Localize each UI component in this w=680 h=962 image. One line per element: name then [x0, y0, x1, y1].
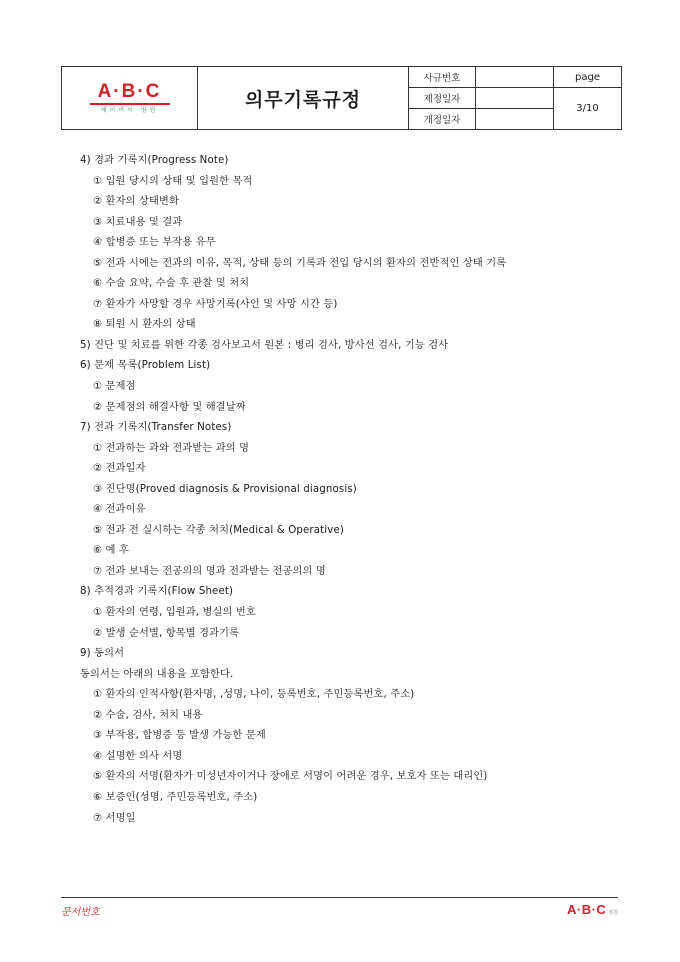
list-sub-item: ④ 전과이유	[93, 504, 146, 516]
document-title: 의무기록규정	[198, 67, 409, 130]
revision-date-label: 개정일자	[409, 109, 476, 130]
regulation-number-label: 사규번호	[409, 67, 476, 88]
document-number-label: 문서번호	[61, 907, 100, 918]
list-sub-item: ② 발생 순서별, 항목별 경과기록	[93, 627, 240, 639]
list-item: 6) 문제 목록(Problem List)	[80, 360, 211, 372]
revision-date-value	[476, 109, 554, 130]
list-sub-item: ⑤ 전과 전 실시하는 각종 처치(Medical & Operative)	[93, 524, 344, 536]
list-item: 9) 동의서	[80, 648, 125, 660]
list-item: 4) 경과 기록지(Progress Note)	[80, 155, 229, 166]
list-sub-item: ⑦ 환자가 사망할 경우 사망기록(사인 및 사망 시간 등)	[93, 298, 338, 310]
footer-logo-subtitle: 병원	[608, 910, 618, 916]
list-sub-item: ② 전과일자	[93, 463, 146, 475]
list-sub-item: ① 환자의 인적사항(환자명, ,성명, 나이, 등록번호, 주민등록번호, 주소)	[93, 689, 415, 701]
list-sub-item: ③ 진단명(Proved diagnosis & Provisional diagnosis)	[93, 483, 357, 495]
list-sub-item: ③ 치료내용 및 결과	[93, 216, 183, 228]
list-sub-item: ② 문제점의 해결사항 및 해결날짜	[93, 401, 246, 413]
list-sub-item: ⑥ 보증인(성명, 주민등록번호, 주소)	[93, 791, 258, 803]
logo-cell	[62, 67, 198, 130]
list-sub-item: ④ 합병증 또는 부작용 유무	[93, 237, 216, 249]
list-sub-item: ⑦ 서명일	[93, 812, 136, 824]
document-body	[80, 151, 620, 829]
footer-logo: A·B·C	[567, 902, 607, 917]
list-sub-item: ⑥ 수술 요약, 수술 후 관찰 및 처치	[93, 278, 250, 290]
footer-divider	[61, 897, 618, 898]
hospital-logo-subtitle: 에이비씨 병원	[100, 106, 159, 114]
list-sub-item: ④ 설명한 의사 서명	[93, 750, 183, 762]
list-sub-item: ③ 부작용, 합병증 등 발생 가능한 문제	[93, 730, 266, 742]
page-number: 3/10	[554, 88, 622, 130]
regulation-number-value	[476, 67, 554, 88]
list-item: 5) 진단 및 치료를 위한 각종 검사보고서 원본 : 병리 검사, 방사선 검사, 기능 검사	[80, 339, 449, 351]
list-sub-item: ⑤ 전과 시에는 전과의 이유, 목적, 상태 등의 기록과 전입 당시의 환자의 전반적인 상태 기록	[93, 257, 507, 269]
enactment-date-value	[476, 88, 554, 109]
page-label: page	[554, 67, 622, 88]
list-sub-item: ⑤ 환자의 서명(환자가 미성년자이거나 장애로 서명이 어려운 경우, 보호자 또는 대리인)	[93, 771, 488, 783]
list-sub-item: ① 입원 당시의 상태 및 입원한 목적	[93, 175, 253, 187]
list-sub-item: ① 전과하는 과와 전과받는 과의 명	[93, 442, 250, 454]
list-item: 7) 전과 기록지(Transfer Notes)	[80, 422, 232, 434]
footer-logo-block	[567, 901, 618, 919]
logo-underline	[90, 103, 170, 105]
list-item: 동의서는 아래의 내용을 포함한다.	[80, 668, 234, 680]
list-sub-item: ① 환자의 연령, 입원과, 병실의 번호	[93, 607, 256, 619]
hospital-logo: A·B·C	[97, 80, 162, 102]
list-sub-item: ⑥ 예 후	[93, 545, 130, 557]
list-sub-item: ⑦ 전과 보내는 전공의의 명과 전과받는 전공의의 명	[93, 565, 326, 577]
list-sub-item: ① 문제점	[93, 381, 136, 393]
list-sub-item: ⑧ 퇴원 시 환자의 상태	[93, 319, 196, 331]
list-sub-item: ② 수술, 검사, 처치 내용	[93, 709, 203, 721]
enactment-date-label: 제정일자	[409, 88, 476, 109]
list-item: 8) 추적경과 기록지(Flow Sheet)	[80, 586, 234, 598]
document-header-table	[61, 66, 622, 130]
list-sub-item: ② 환자의 상태변화	[93, 196, 179, 208]
